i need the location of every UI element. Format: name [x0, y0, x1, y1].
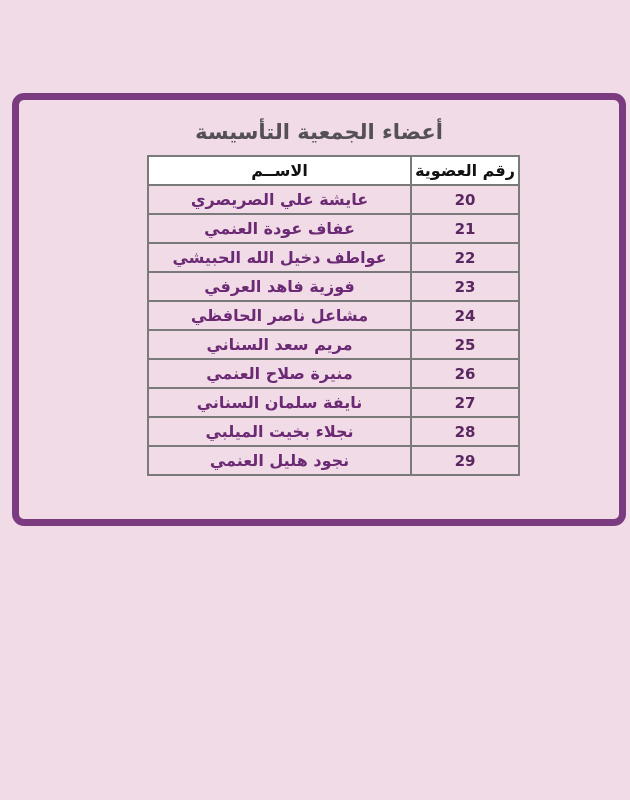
member-name-cell: نجلاء بخيت الميلبي	[148, 417, 411, 446]
header-name: الاســم	[148, 156, 411, 185]
table-row	[148, 417, 519, 446]
table-row	[148, 185, 519, 214]
membership-number-cell: 27	[411, 388, 519, 417]
table-row	[148, 243, 519, 272]
table-row	[148, 214, 519, 243]
member-name-cell: نايفة سلمان السناني	[148, 388, 411, 417]
table-row	[148, 272, 519, 301]
table-row	[148, 301, 519, 330]
member-name-cell: نجود هليل العنمي	[148, 446, 411, 475]
membership-number-cell: 22	[411, 243, 519, 272]
member-name-cell: عفاف عودة العنمي	[148, 214, 411, 243]
members-table	[147, 155, 520, 476]
members-card	[12, 93, 626, 526]
header-membership-number: رقم العضوية	[411, 156, 519, 185]
table-row	[148, 446, 519, 475]
page-title: أعضاء الجمعية التأسيسة	[195, 120, 443, 144]
membership-number-cell: 23	[411, 272, 519, 301]
member-name-cell: منيرة صلاح العنمي	[148, 359, 411, 388]
membership-number-cell: 20	[411, 185, 519, 214]
membership-number-cell: 25	[411, 330, 519, 359]
membership-number-cell: 29	[411, 446, 519, 475]
member-name-cell: مريم سعد السناني	[148, 330, 411, 359]
membership-number-cell: 28	[411, 417, 519, 446]
member-name-cell: مشاعل ناصر الحافظي	[148, 301, 411, 330]
member-name-cell: عواطف دخيل الله الحبيشي	[148, 243, 411, 272]
table-row	[148, 359, 519, 388]
membership-number-cell: 21	[411, 214, 519, 243]
membership-number-cell: 24	[411, 301, 519, 330]
member-name-cell: عايشة علي الصريصري	[148, 185, 411, 214]
membership-number-cell: 26	[411, 359, 519, 388]
table-row	[148, 388, 519, 417]
member-name-cell: فوزية فاهد العرفي	[148, 272, 411, 301]
table-header-row	[148, 156, 519, 185]
table-row	[148, 330, 519, 359]
